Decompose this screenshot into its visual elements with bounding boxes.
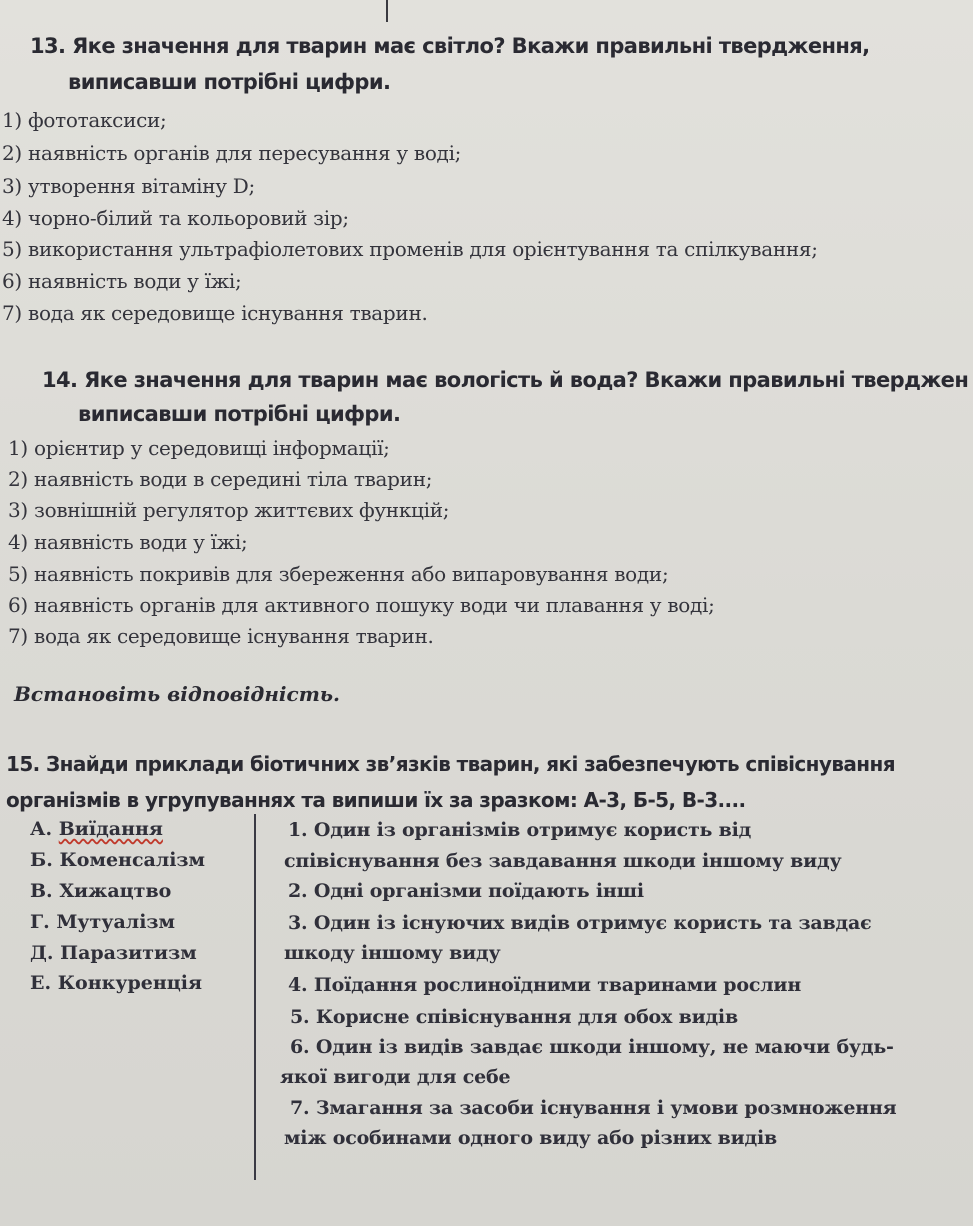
term-word: Паразитизм xyxy=(60,942,197,964)
term-letter: Б. xyxy=(30,849,53,871)
definition-6: 6. Один із видів завдає шкоди іншому, не маючи будь- xyxy=(290,1036,894,1058)
term-h xyxy=(30,907,175,937)
term-letter: А. xyxy=(30,818,53,840)
definition-1: 1. Один із організмів отримує користь від xyxy=(288,819,752,841)
definition-3-cont: шкоду іншому виду xyxy=(284,942,501,964)
definition-1-cont: співіснування без завдавання шкоди іншому виду xyxy=(284,850,842,872)
term-b xyxy=(30,845,205,875)
q13-item-2: 2) наявність органів для пересування у воді; xyxy=(2,141,462,165)
term-letter: Д. xyxy=(30,942,54,964)
term-word: Виїдання xyxy=(58,818,163,840)
definition-6-cont: якої вигоди для себе xyxy=(280,1066,511,1088)
top-edge-mark xyxy=(386,0,388,22)
q15-title-line1: 15. Знайди приклади біотичних зв’язків тварин, які забезпечують співіснування xyxy=(6,752,895,776)
q14-item-5: 5) наявність покривів для збереження або випаровування води; xyxy=(8,562,669,586)
q13-title: 13. Яке значення для тварин має світло? Вкажи правильні твердження, xyxy=(30,34,870,58)
q14-title: 14. Яке значення для тварин має вологість й вода? Вкажи правильні тверджен xyxy=(42,368,969,392)
q13-item-3: 3) утворення вітаміну D; xyxy=(2,174,255,198)
q13-item-1: 1) фототаксиси; xyxy=(2,108,167,132)
q13-item-4: 4) чорно-білий та кольоровий зір; xyxy=(2,206,349,230)
definition-3: 3. Один із існуючих видів отримує користь та завдає xyxy=(288,912,872,934)
definition-5: 5. Корисне співіснування для обох видів xyxy=(290,1006,738,1028)
term-a xyxy=(30,814,163,844)
q13-item-6: 6) наявність води у їжі; xyxy=(2,269,242,293)
term-word: Мутуалізм xyxy=(56,911,176,933)
q14-item-1: 1) орієнтир у середовищі інформації; xyxy=(8,436,390,460)
q13-item-5: 5) використання ультрафіолетових променів для орієнтування та спілкування; xyxy=(2,237,818,261)
term-e xyxy=(30,968,202,998)
q13-item-7: 7) вода як середовище існування тварин. xyxy=(2,301,428,325)
q14-item-2: 2) наявність води в середині тіла тварин; xyxy=(8,467,433,491)
q14-item-3: 3) зовнішній регулятор життєвих функцій; xyxy=(8,498,450,522)
definition-7-cont: між особинами одного виду або різних видів xyxy=(284,1127,778,1149)
term-word: Коменсалізм xyxy=(59,849,206,871)
q15-title-line2: організмів в угрупуваннях та випиши їх за зразком: А-3, Б-5, В-3.... xyxy=(6,788,746,812)
term-letter: В. xyxy=(30,880,53,902)
q14-item-6: 6) наявність органів для активного пошуку води чи плавання у воді; xyxy=(8,593,715,617)
term-word: Конкуренція xyxy=(57,972,203,994)
definition-7: 7. Змагання за засоби існування і умови розмноження xyxy=(290,1097,897,1119)
term-letter: Г. xyxy=(30,911,50,933)
q13-title-cont: виписавши потрібні цифри. xyxy=(68,70,391,94)
column-divider xyxy=(254,814,256,1180)
term-letter: Е. xyxy=(30,972,52,994)
q14-item-4: 4) наявність води у їжі; xyxy=(8,530,248,554)
term-v xyxy=(30,876,171,906)
matching-heading: Встановіть відповідність. xyxy=(14,682,341,706)
definition-2: 2. Одні організми поїдають інші xyxy=(288,880,644,902)
term-word: Хижацтво xyxy=(59,880,172,902)
term-d xyxy=(30,938,197,968)
definition-4: 4. Поїдання рослиноїдними тваринами рослин xyxy=(288,974,802,996)
q14-title-cont: виписавши потрібні цифри. xyxy=(78,402,401,426)
q14-item-7: 7) вода як середовище існування тварин. xyxy=(8,624,434,648)
